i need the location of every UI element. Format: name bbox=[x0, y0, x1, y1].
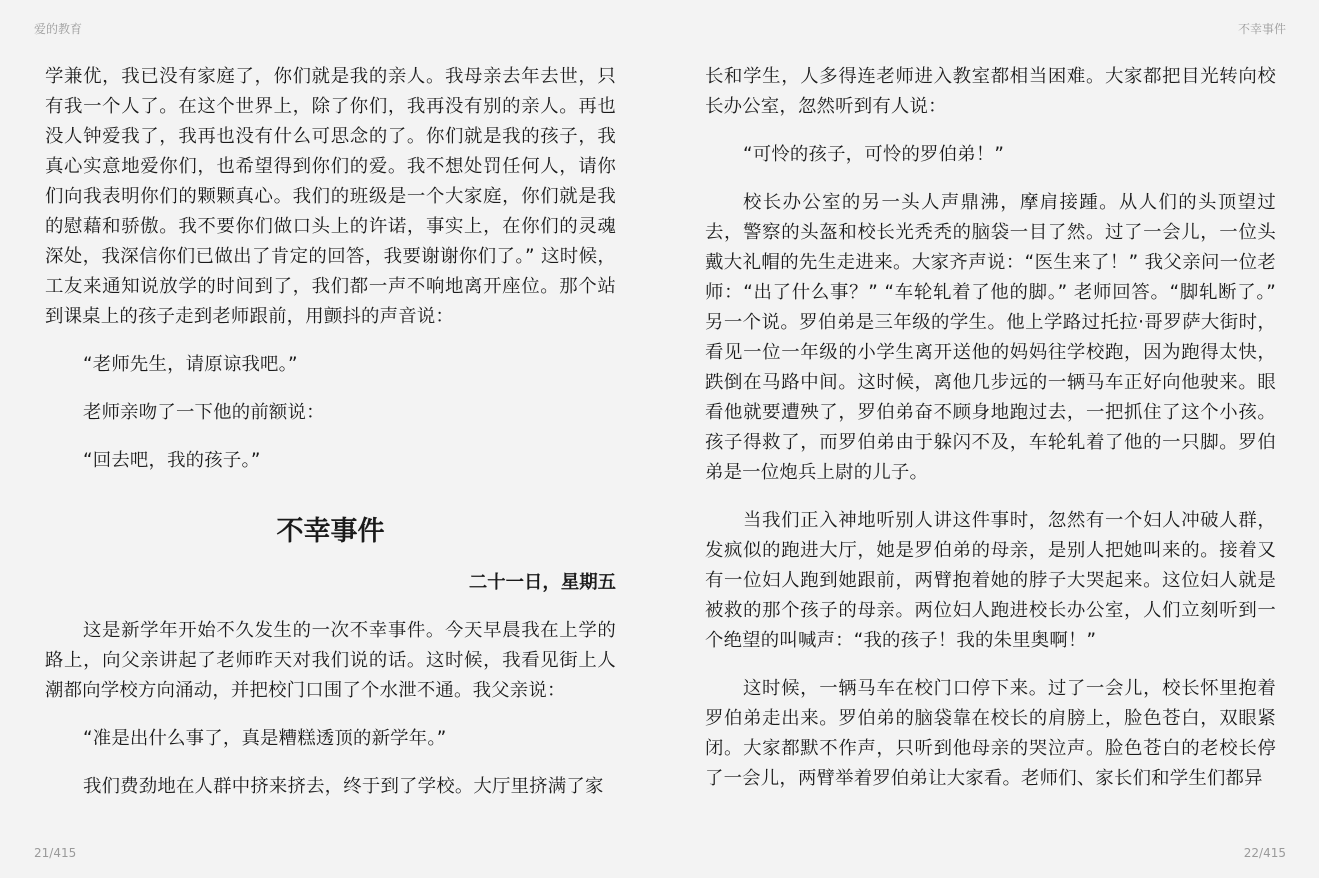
paragraph: 当我们正入神地听别人讲这件事时，忽然有一个妇人冲破人群，发疯似的跑进大厅，她是罗伯弟的母亲，是别人把她叫来的。接着又有一位妇人跑到她跟前，两臂抱着她的脖子大哭起来。这位妇人就是被救的那个孩子的母亲。两位妇人跑进校长办公室，人们立刻听到一个绝望的叫喊声：“我的孩子！我的朱里奥啊！” bbox=[705, 510, 1276, 651]
left-page-number: 21/415 bbox=[34, 846, 77, 860]
chapter-running-title: 不幸事件 bbox=[1237, 22, 1286, 36]
chapter-heading: 不幸事件 bbox=[276, 516, 385, 547]
paragraph: 老师亲吻了一下他的前额说： bbox=[83, 402, 325, 423]
right-page-number: 22/415 bbox=[1243, 846, 1286, 860]
paragraph: 校长办公室的另一头人声鼎沸，摩肩接踵。从人们的头顶望过去，警察的头盔和校长光秃秃的脑袋一目了然。过了一会儿，一位头戴大礼帽的先生走进来。大家齐声说：“医生来了！” 我父亲问一位老师：“出了什么事？” “车轮轧着了他的脚。” 老师回答。“脚轧断了。” 另一个说。罗伯弟是三年级的学生。他上学路过托拉·哥罗萨大街时，看见一位一年级的小学生离开送他的妈妈往学校跑，因为跑得太快，跌倒在马路中间。这时候，离他几步远的一辆马车正好向他驶来。眼看他就要遭殃了，罗伯弟奋不顾身地跑过去，一把抓住了这个小孩。孩子得救了，而罗伯弟由于躲闪不及，车轮轧着了他的一只脚。罗伯弟是一位炮兵上尉的儿子。 bbox=[705, 192, 1276, 483]
left-page[interactable] bbox=[45, 62, 616, 802]
chapter-date: 二十一日，星期五 bbox=[468, 572, 616, 593]
paragraph: 这时候，一辆马车在校门口停下来。过了一会儿，校长怀里抱着罗伯弟走出来。罗伯弟的脑袋靠在校长的肩膀上，脸色苍白，双眼紧闭。大家都默不作声，只听到他母亲的哭泣声。脸色苍白的老校长停了一会儿，两臂举着罗伯弟让大家看。老师们、家长们和学生们都异 bbox=[705, 678, 1276, 789]
book-title: 爱的教育 bbox=[34, 22, 83, 36]
paragraph: 这是新学年开始不久发生的一次不幸事件。今天早晨我在上学的路上，向父亲讲起了老师昨天对我们说的话。这时候，我看见街上人潮都向学校方向涌动，并把校门口围了个水泄不通。我父亲说： bbox=[45, 620, 616, 701]
paragraph: 我们费劲地在人群中挤来挤去，终于到了学校。大厅里挤满了家 bbox=[83, 776, 604, 797]
paragraph: “老师先生，请原谅我吧。” bbox=[83, 354, 298, 375]
paragraph: “准是出什么事了，真是糟糕透顶的新学年。” bbox=[83, 728, 447, 749]
paragraph: “可怜的孩子，可怜的罗伯弟！” bbox=[743, 144, 1005, 165]
paragraph: 长和学生，人多得连老师进入教室都相当困难。大家都把目光转向校长办公室，忽然听到有人说： bbox=[705, 66, 1276, 117]
paragraph: 学兼优，我已没有家庭了，你们就是我的亲人。我母亲去年去世，只有我一个人了。在这个世界上，除了你们，我再没有别的亲人。再也没人钟爱我了，我再也没有什么可思念的了。你们就是我的孩子，我真心实意地爱你们，也希望得到你们的爱。我不想处罚任何人，请你们向我表明你们的颗颗真心。我们的班级是一个大家庭，你们就是我的慰藉和骄傲。我不要你们做口头上的许诺，事实上，在你们的灵魂深处，我深信你们已做出了肯定的回答，我要谢谢你们了。” 这时候，工友来通知说放学的时间到了，我们都一声不响地离开座位。那个站到课桌上的孩子走到老师跟前，用颤抖的声音说： bbox=[45, 66, 616, 327]
paragraph: “回去吧，我的孩子。” bbox=[83, 450, 261, 471]
right-page[interactable] bbox=[705, 62, 1276, 794]
